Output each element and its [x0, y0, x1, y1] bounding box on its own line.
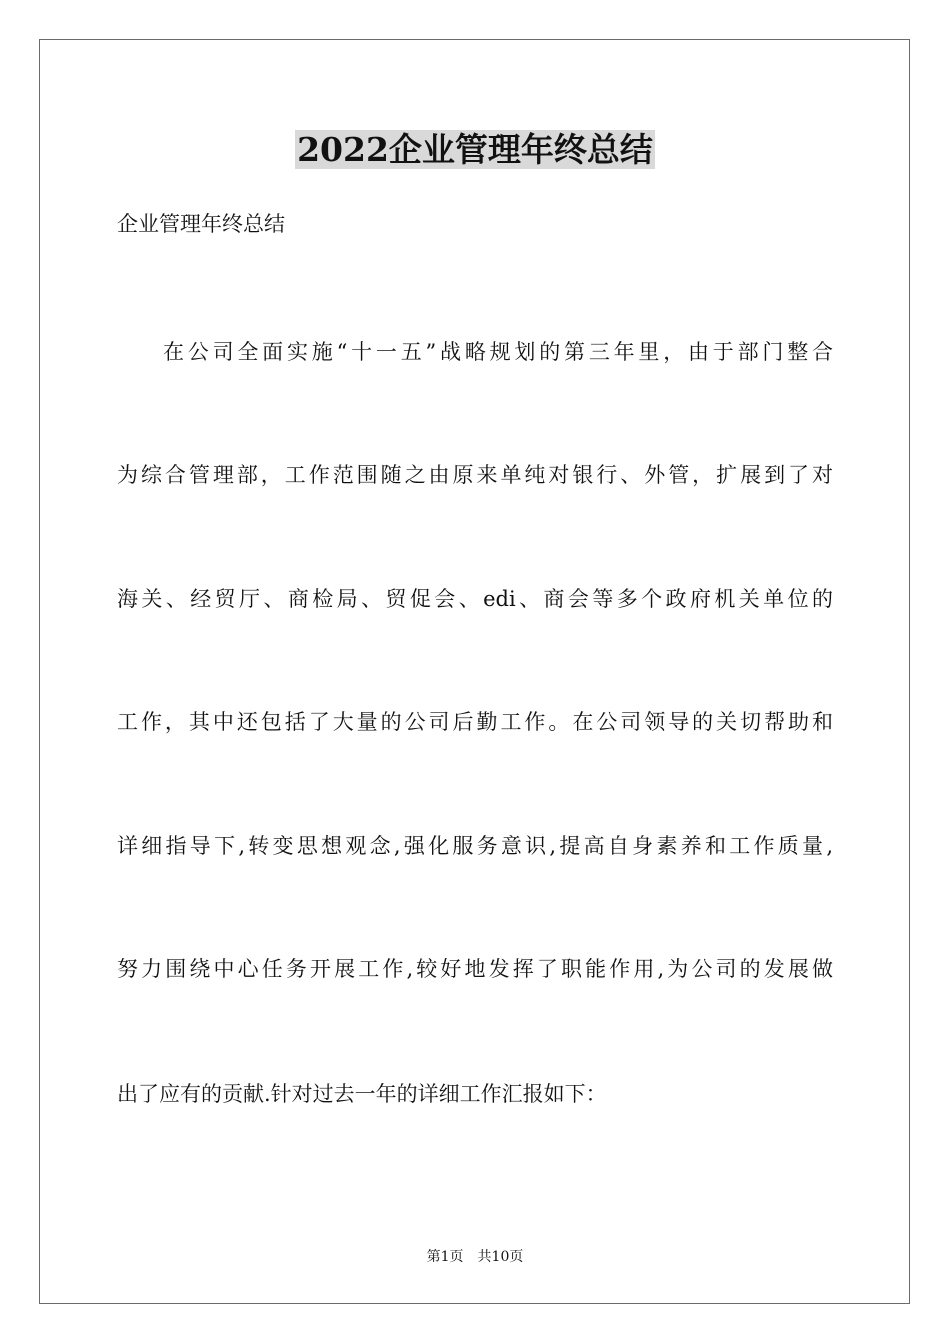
paragraph-line: 工作，其中还包括了大量的公司后勤工作。在公司领导的关切帮助和 — [117, 710, 833, 734]
document-title — [0, 128, 950, 172]
paragraph-line: 在公司全面实施“十一五”战略规划的第三年里，由于部门整合 — [163, 340, 833, 364]
page-footer — [0, 1247, 950, 1267]
paragraph-line: 出了应有的贡献.针对过去一年的详细工作汇报如下： — [117, 1082, 607, 1106]
paragraph-line: 努力围绕中心任务开展工作,较好地发挥了职能作用,为公司的发展做 — [117, 957, 833, 981]
paragraph-line: 详细指导下,转变思想观念,强化服务意识,提高自身素养和工作质量, — [117, 834, 833, 858]
document-title-text: 2022企业管理年终总结 — [297, 130, 653, 169]
document-subtitle: 企业管理年终总结 — [117, 212, 285, 236]
paragraph-line: 海关、经贸厅、商检局、贸促会、edi、商会等多个政府机关单位的 — [117, 587, 833, 611]
page-number-total: 共10页 — [477, 1249, 524, 1265]
paragraph-line: 为综合管理部，工作范围随之由原来单纯对银行、外管，扩展到了对 — [117, 463, 833, 487]
page-number-current: 第1页 — [426, 1249, 464, 1265]
